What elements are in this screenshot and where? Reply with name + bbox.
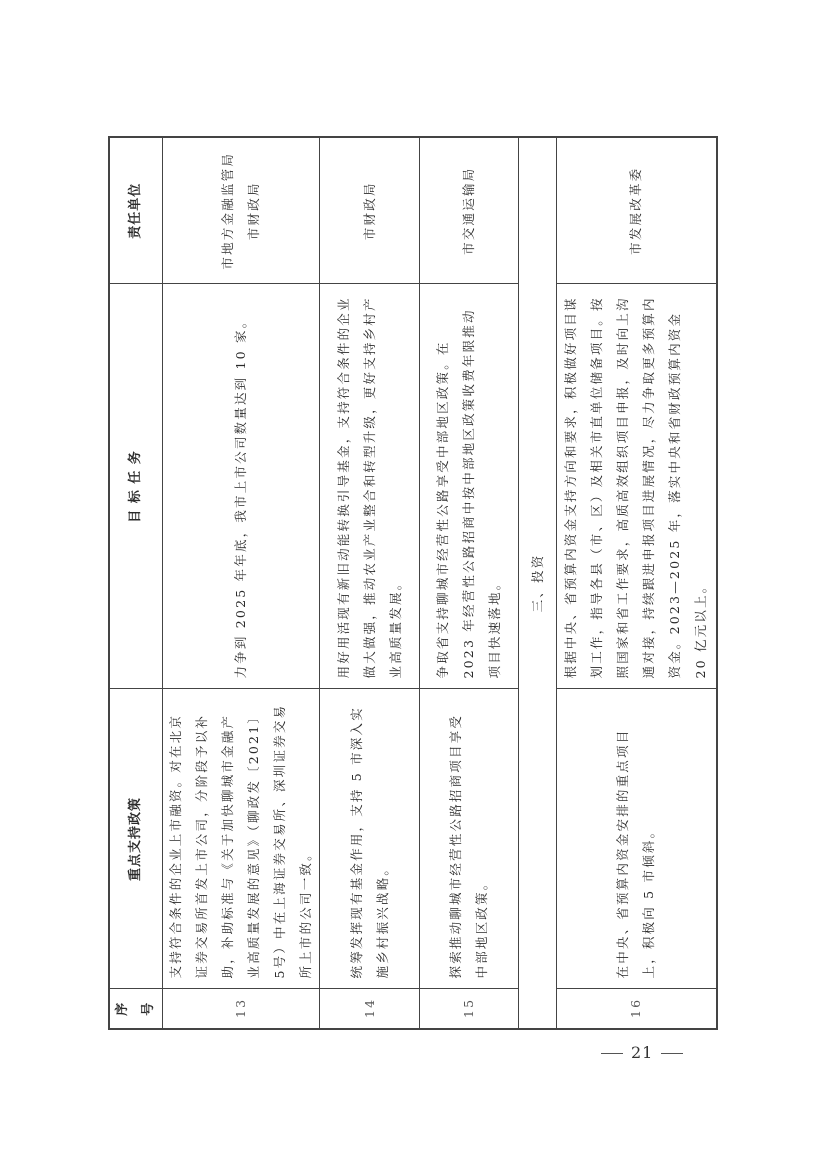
row-task: 根据中央、省预算内资金支持方向和要求，积极做好项目谋划工作，指导各县（市、区）及相关市直单位储备项目。按照国家和省工作要求，高质高效组织项目申报，及时向上沟通对接，持续跟进申报项目进展情况，尽力争取更多预算内资金。2023—2025 年，落实中央和省财政预算内资金 20 亿元以上。 (557, 284, 717, 689)
row-policy: 探索推动聊城市经营性公路招商项目享受中部地区政策。 (420, 689, 519, 989)
rotated-table-container (108, 138, 710, 1030)
header-key-policy: 重点支持政策 (109, 689, 163, 989)
unit-line: 市发展改革委 (628, 166, 644, 255)
row-task: 争取省支持聊城市经营性公路享受中部地区政策。在 2023 年经营性公路招商中按中部地区政策收费年限推动项目快速落地。 (420, 284, 519, 689)
unit-line: 市交通运输局 (461, 166, 476, 255)
unit-line: 市财政局 (361, 181, 377, 241)
header-responsible-unit: 责任单位 (109, 137, 163, 284)
row-responsible-unit (320, 137, 420, 284)
row-task: 力争到 2025 年年底，我市上市公司数量达到 10 家。 (163, 284, 320, 689)
dash-right (661, 1053, 683, 1054)
table-header-row (109, 137, 163, 1029)
page-number (593, 1043, 691, 1062)
row-serial-number: 14 (320, 989, 420, 1029)
row-responsible-unit (420, 137, 519, 284)
row-policy: 在中央、省预算内资金安排的重点项目上，积极向 5 市倾斜。 (557, 689, 717, 989)
unit-line: 市地方金融监管局 (220, 151, 235, 270)
header-serial-number: 序号 (109, 989, 163, 1029)
section-row (519, 137, 557, 1029)
row-responsible-unit (557, 137, 717, 284)
table-row (420, 137, 519, 1029)
unit-line: 市财政局 (246, 181, 261, 241)
row-policy: 统筹发挥现有基金作用，支持 5 市深入实施乡村振兴战略。 (320, 689, 420, 989)
row-responsible-unit (163, 137, 320, 284)
table-row (163, 137, 320, 1029)
dash-left (601, 1053, 623, 1054)
table-row (320, 137, 420, 1029)
section-title: 三、投资 (519, 137, 557, 1029)
header-target-task: 目 标 任 务 (109, 284, 163, 689)
table-row (557, 137, 717, 1029)
row-policy: 支持符合条件的企业上市融资。对在北京证券交易所首发上市公司，分阶段予以补助，补助标准与《关于加快聊城市金融产业高质量发展的意见》（聊政发〔2021〕5号）中在上海证券交易所、深圳证券交易所上市的公司一致。 (163, 689, 320, 989)
row-serial-number: 16 (557, 989, 717, 1029)
row-serial-number: 15 (420, 989, 519, 1029)
policy-task-table (108, 136, 718, 1030)
row-serial-number: 13 (163, 989, 320, 1029)
row-task: 用好用活现有新旧动能转换引导基金，支持符合条件的企业做大做强，推动农业产业整合和转型升级，更好支持乡村产业高质量发展。 (320, 284, 420, 689)
page-number-value: 21 (631, 1043, 654, 1062)
